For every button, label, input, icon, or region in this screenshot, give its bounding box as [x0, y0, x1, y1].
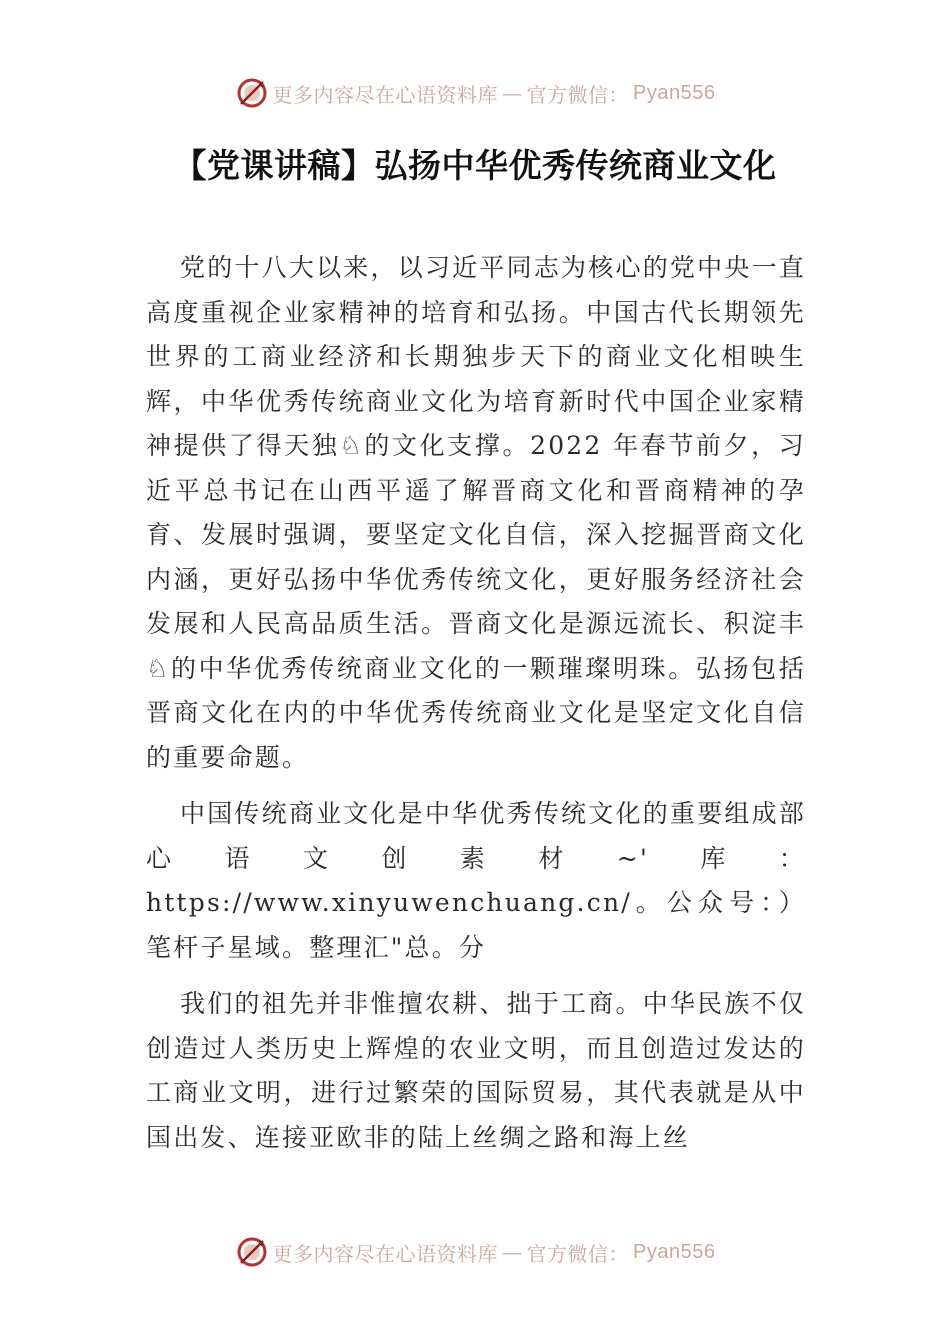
footer-wechat-id: Pyan556	[633, 1240, 716, 1263]
paragraph-1: 党的十八大以来，以习近平同志为核心的党中央一直高度重视企业家精神的培育和弘扬。中国古代长期领先世界的工商业经济和长期独步天下的商业文化相映生辉，中华优秀传统商业文化为培育新时代中国企业家精神提供了得天独♘的文化支撑。2022 年春节前夕，习近平总书记在山西平遥了解晋商文化和晋商精神的孕育、发展时强调，要坚定文化自信，深入挖掘晋商文化内涵，更好弘扬中华优秀传统文化，更好服务经济社会发展和人民高品质生活。晋商文化是源远流长、积淀丰♘的中华优秀传统商业文化的一颗璀璨明珠。弘扬包括晋商文化在内的中华优秀传统商业文化是坚定文化自信的重要命题。	[146, 253, 806, 772]
document-title: 【党课讲稿】弘扬中华优秀传统商业文化	[173, 146, 777, 185]
footer-brand	[235, 1235, 716, 1269]
footer-separator: —	[502, 1240, 523, 1264]
page-footer	[0, 1232, 950, 1272]
document-body	[146, 246, 806, 1172]
header-wechat-id: Pyan556	[633, 81, 716, 104]
brand-logo-icon	[235, 1235, 269, 1269]
footer-brand-text: 更多内容尽在心语资料库	[272, 1241, 499, 1266]
paragraph-2: 中国传统商业文化是中华优秀传统文化的重要组成部心语文创素材~'库：https://www.xinyuwenchuang.cn/。公众号：）笔杆子星域。整理汇"总。分	[146, 799, 806, 962]
page-header	[0, 73, 950, 113]
footer-wechat-label: 官方微信：	[526, 1241, 630, 1266]
brand-logo-icon	[235, 76, 269, 110]
header-separator: —	[502, 81, 523, 105]
paragraph-3: 我们的祖先并非惟擅农耕、拙于工商。中华民族不仅创造过人类历史上辉煌的农业文明，而且创造过发达的工商业文明，进行过繁荣的国际贸易，其代表就是从中国出发、连接亚欧非的陆上丝绸之路和海上丝	[146, 989, 806, 1152]
header-brand	[235, 76, 716, 110]
header-wechat-label: 官方微信：	[526, 82, 630, 107]
header-brand-text: 更多内容尽在心语资料库	[272, 82, 499, 107]
